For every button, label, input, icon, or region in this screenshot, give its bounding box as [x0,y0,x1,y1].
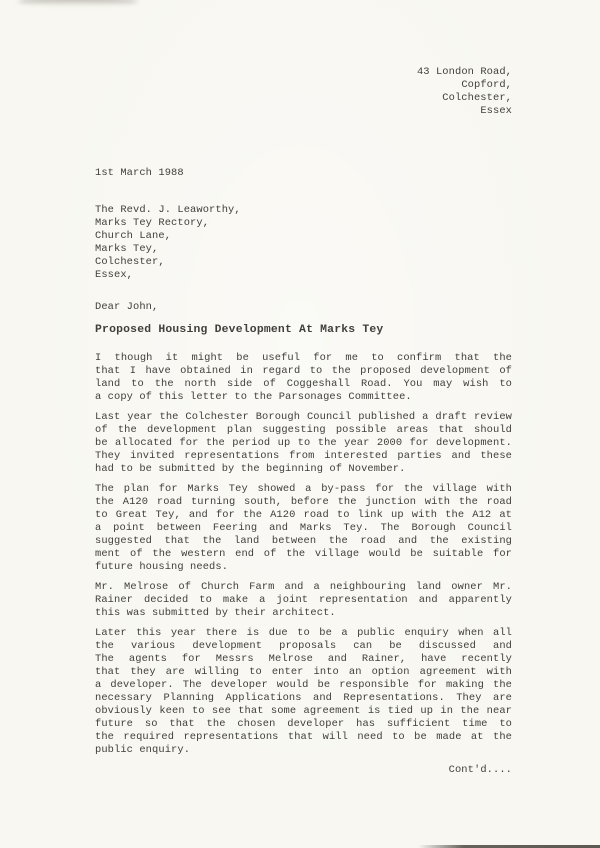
body-paragraph [95,411,512,476]
address-line: 43 London Road, [416,66,512,78]
body-line: land to the north side of Coggeshall Road. You may wish to [95,378,512,390]
body-line: of the development plan suggesting possible areas that should [95,424,512,436]
recipient-address [95,204,512,282]
body-line: a developer. The developer would be responsible for making the [95,679,512,691]
body-line: Later this year there is due to be a public enquiry when all [95,627,512,639]
body-line: I though it might be useful for me to confirm that the [95,352,512,364]
body-line: a point between Feering and Marks Tey. The Borough Council [95,522,512,534]
letter-content [95,0,512,777]
body-line: future so that the chosen developer has sufficient time to [95,718,512,730]
body-line: suggested that the land between the road and the existing [95,535,512,547]
body-line: Mr. Melrose of Church Farm and a neighbouring land owner Mr. [95,581,512,593]
body-line: The plan for Marks Tey showed a by-pass for the village with [95,483,512,495]
body-line: had to be submitted by the beginning of November. [95,463,406,475]
body-line: future housing needs. [95,561,229,573]
address-line: The Revd. J. Leaworthy, [95,204,241,216]
body-paragraph [95,627,512,757]
body-line: The agents for Messrs Melrose and Rainer, have recently [95,653,512,665]
address-line: Essex [480,105,512,117]
body-line: necessary Planning Applications and Representations. They are [95,692,512,704]
body-line: Rainer decided to make a joint representation and apparently [95,594,512,606]
body-line: that they are willing to enter into an option agreement with [95,666,512,678]
continuation-note: Cont'd.... [448,764,512,776]
address-line: Copford, [461,79,512,91]
address-line: Colchester, [95,256,165,268]
body-line: public enquiry. [95,744,191,756]
letter-date: 1st March 1988 [95,167,184,179]
body-line: They invited representations from interested parties and these [95,450,512,462]
body-line: that I have obtained in regard to the proposed development of [95,365,512,377]
body-paragraph [95,483,512,574]
body-line: ment of the western end of the village would be suitable for [95,548,512,560]
address-line: Marks Tey Rectory, [95,217,210,229]
body-line: a copy of this letter to the Parsonages Committee. [95,391,412,403]
body-line: obviously keen to see that some agreement is tied up in the near [95,705,512,717]
subject-line: Proposed Housing Development At Marks Tey [95,324,384,336]
body-paragraph [95,581,512,620]
body-line: be allocated for the period up to the year 2000 for development. [95,437,512,449]
address-line: Marks Tey, [95,243,159,255]
salutation: Dear John, [95,301,159,313]
body-line: the required representations that will need to be made at the [95,731,512,743]
body-line: Last year the Colchester Borough Council published a draft review [95,411,512,423]
letter-body [95,352,512,757]
body-paragraph [95,352,512,404]
address-line: Essex, [95,269,134,281]
sender-address [95,66,512,118]
address-line: Church Lane, [95,230,172,242]
body-line: to Great Tey, and for the A120 road to link up with the A12 at [95,509,512,521]
body-line: the A120 road turning south, before the junction with the road [95,496,512,508]
body-line: this was submitted by their architect. [95,607,336,619]
body-line: the various development proposals can be discussed and [95,640,512,652]
address-line: Colchester, [442,92,512,104]
